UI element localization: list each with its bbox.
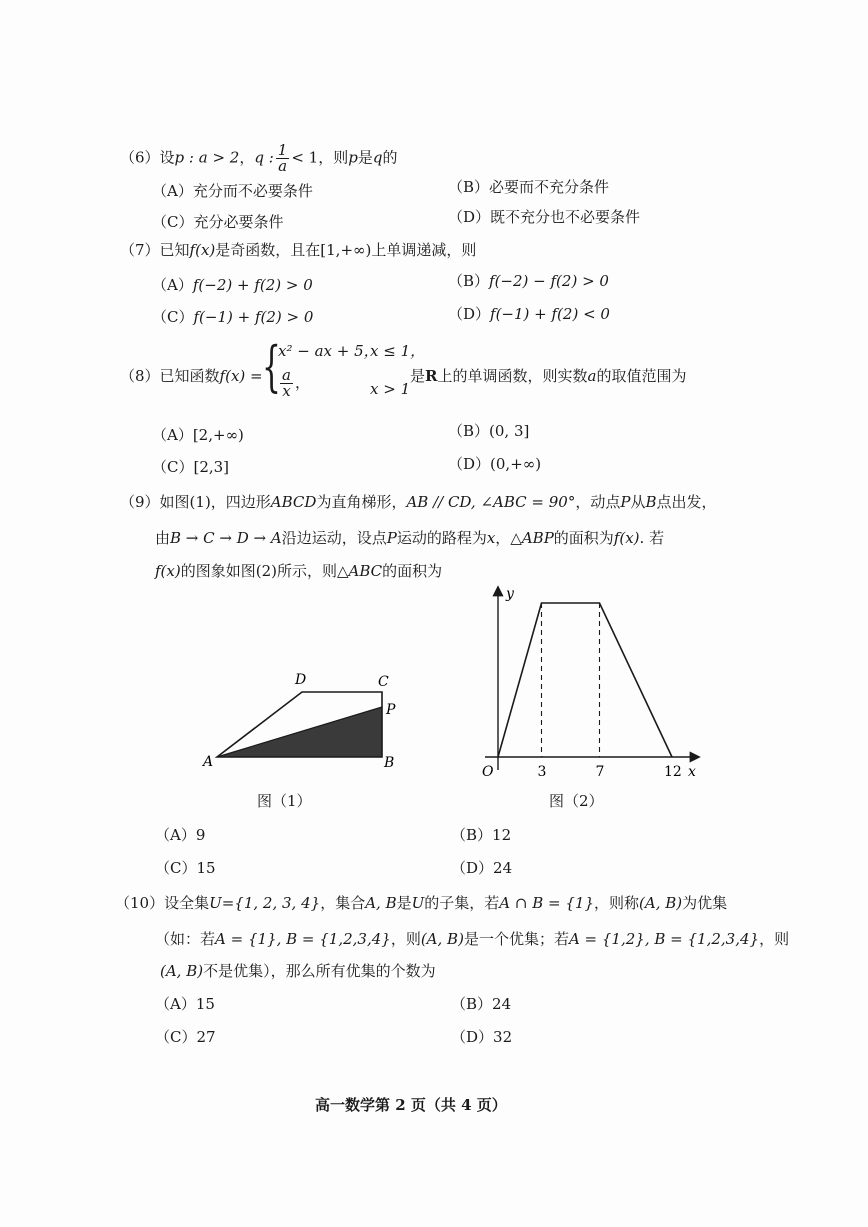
figure-2-graph [450, 580, 710, 780]
q8-option-d: （D）(0,+∞) [448, 455, 542, 473]
q9-line-3: f(x)的图象如图(2)所示，则△ABC的面积为 [155, 562, 443, 580]
q9-line-2: 由B → C → D → A沿边运动，设点P运动的路程为x，△ABP的面积为f(x). 若 [155, 529, 665, 547]
piecewise-brace: { [262, 335, 281, 398]
vertex-a-label: A [203, 754, 214, 770]
q6-option-c: （C）充分必要条件 [152, 213, 284, 231]
x-axis-label: x [688, 764, 696, 780]
origin-label: O [482, 764, 494, 780]
figure-1-caption: 图（1） [257, 792, 312, 810]
q8-option-a: （A）[2,+∞) [152, 426, 244, 444]
page-footer: 高一数学第 2 页（共 4 页） [315, 1096, 507, 1114]
x-tick-label-12: 12 [664, 764, 682, 780]
q10-option-d: （D）32 [451, 1028, 513, 1046]
x-tick-label-3: 3 [537, 764, 547, 780]
vertex-b-label: B [384, 755, 395, 771]
q9-option-d: （D）24 [451, 859, 513, 877]
q8-option-c: （C）[2,3] [152, 458, 230, 476]
q7-option-b: （B）f(−2) − f(2) > 0 [448, 272, 609, 290]
q6-option-d: （D）既不充分也不必要条件 [448, 208, 641, 226]
q8-stem: （8）已知函数f(x) = [120, 367, 263, 385]
q8-case1-expr: x² − ax + 5， [278, 342, 379, 360]
q8-stem-tail: 是R上的单调函数，则实数a的取值范围为 [410, 367, 687, 385]
q7-option-a: （A）f(−2) + f(2) > 0 [152, 276, 313, 294]
q9-option-b: （B）12 [451, 826, 512, 844]
q9-option-c: （C）15 [155, 859, 216, 877]
q10-line-1: （10）设全集U={1, 2, 3, 4}，集合A, B是U的子集，若A ∩ B = {1}，则称(A, B)为优集 [115, 894, 728, 912]
q8-option-b: （B）(0, 3] [448, 422, 530, 440]
q7-option-c: （C）f(−1) + f(2) > 0 [152, 308, 314, 326]
q8-case1-cond: x ≤ 1， [370, 342, 426, 360]
q6-stem: （6）设p : a > 2，q : $\frac{1}{a}$ < 1，则p是q的 [120, 141, 398, 175]
vertex-d-label: D [295, 672, 307, 688]
point-p-label: P [386, 702, 396, 718]
q7-stem: （7）已知f(x)是奇函数，且在[1,+∞)上单调递减，则 [120, 241, 477, 259]
y-axis-label: y [506, 586, 514, 602]
q6-option-a: （A）充分而不必要条件 [152, 182, 313, 200]
q10-line-3: (A, B)不是优集），那么所有优集的个数为 [160, 962, 436, 980]
q9-line-1: （9）如图(1)，四边形ABCD为直角梯形，AB // CD, ∠ABC = 90°，动点P从B点出发， [120, 493, 717, 511]
q9-option-a: （A）9 [155, 826, 206, 844]
q8-case2-cond: x > 1 [370, 380, 411, 398]
figure-1-trapezoid [195, 660, 415, 780]
q10-option-b: （B）24 [451, 995, 512, 1013]
q8-case2-expr: $\frac{a}{x}$ ， [282, 366, 310, 400]
f-series-line [498, 603, 672, 757]
vertex-c-label: C [378, 674, 389, 690]
figure-2-caption: 图（2） [549, 792, 604, 810]
q6-option-b: （B）必要而不充分条件 [448, 178, 610, 196]
q10-option-c: （C）27 [155, 1028, 216, 1046]
q7-option-d: （D）f(−1) + f(2) < 0 [448, 305, 610, 323]
q10-option-a: （A）15 [155, 995, 215, 1013]
x-tick-label-7: 7 [595, 764, 605, 780]
q10-line-2: （如：若A = {1}, B = {1,2,3,4}，则(A, B)是一个优集；若A = {1,2}, B = {1,2,3,4}，则 [155, 930, 790, 948]
